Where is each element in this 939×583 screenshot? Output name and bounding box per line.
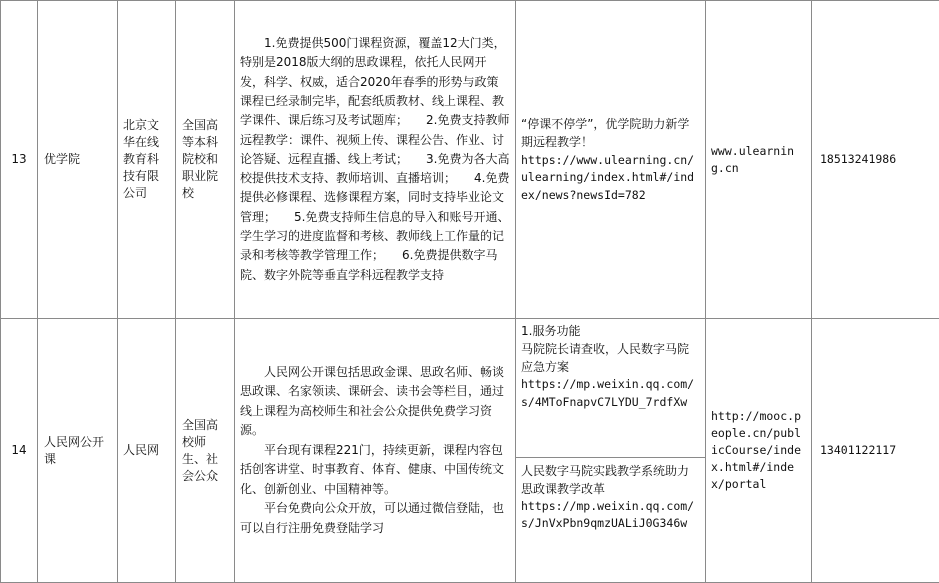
website[interactable]: www.ulearning.cn [706,1,812,319]
contact-phone: 13401122117 [812,319,939,583]
link-title: 人民数字马院实践教学系统助力思政课教学改革 [521,462,700,498]
link-url[interactable]: https://mp.weixin.qq.com/s/4MToFnapvC7LYDU_7rdfXw [521,376,700,411]
row-number: 13 [1,1,38,319]
link-url[interactable]: https://www.ulearning.cn/ulearning/index.html#/index/news?newsId=782 [521,152,700,205]
reference-link [516,1,706,319]
description-paragraph: 平台免费向公众开放，可以通过微信登陆，也可以自行注册免费登陆学习 [240,499,510,538]
contact-phone: 18513241986 [812,1,939,319]
link-block [516,457,705,582]
links-subtable [516,319,705,582]
platform-name: 优学院 [38,1,118,319]
target-audience: 全国高校师生、社会公众 [176,319,235,583]
service-description [235,319,516,583]
service-description [235,1,516,319]
link-url[interactable]: https://mp.weixin.qq.com/s/JnVxPbn9qmzUALiJ0G346w [521,498,700,533]
table-row [1,319,939,583]
reference-links [516,319,706,583]
target-audience: 全国高等本科院校和职业院校 [176,1,235,319]
link-title: 1.服务功能 马院院长请查收，人民数字马院应急方案 [521,322,700,376]
website[interactable]: http://mooc.people.cn/publicCourse/index.html#/index/portal [706,319,812,583]
table-row [1,1,939,319]
description-text: 1.免费提供500门课程资源，覆盖12大门类，特别是2018版大纲的思政课程，依托人民网开发，科学、权威，适合2020年春季的形势与政策课程已经录制完毕，配套纸质教材、线上课程、教学课件、课后练习及考试题库； 2.免费支持教师远程教学：课件、视频上传、课程公告、作业、讨论答疑、远程直播、线上考试； 3.免费为各大高校提供技术支持、教师培训、直播培训； 4.免费提供必修课程、选修课程方案，同时支持毕业论文管理； 5.免费支持师生信息的导入和账号开通、学生学习的进度监督和考核、教师线上工作量的记录和考核等教学管理工作； 6.免费提供数字马院、数字外院等垂直学科远程教学支持 [240,34,510,285]
row-number: 14 [1,319,38,583]
provider-org: 北京文华在线教育科技有限公司 [118,1,176,319]
platform-name: 人民网公开课 [38,319,118,583]
link-block [516,319,705,457]
provider-org: 人民网 [118,319,176,583]
description-paragraph: 平台现有课程221门，持续更新，课程内容包括创客讲堂、时事教育、体育、健康、中国传统文化、创新创业、中国精神等。 [240,441,510,500]
link-title: “停课不停学”，优学院助力新学期远程教学！ [521,115,700,151]
description-paragraph: 人民网公开课包括思政金课、思政名师、畅谈思政课、名家领读、课研会、读书会等栏目，通过线上课程为高校师生和社会公众提供免费学习资源。 [240,363,510,441]
